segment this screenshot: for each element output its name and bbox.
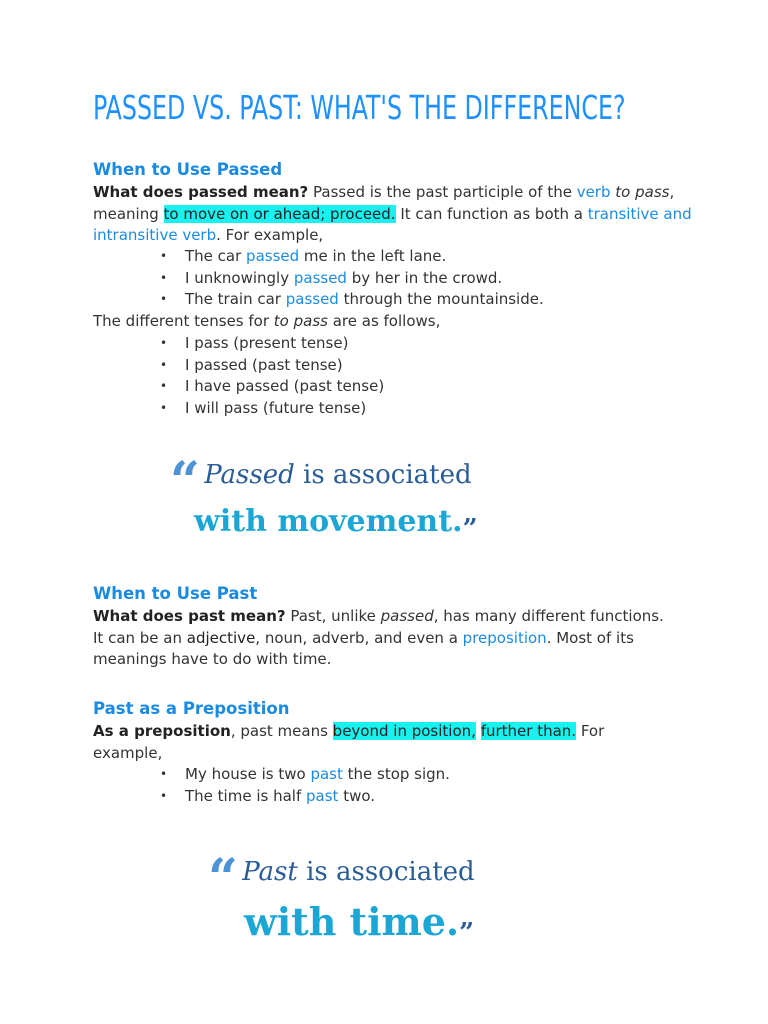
text: me in the left lane. — [299, 247, 447, 265]
quote-text: is associated — [297, 857, 475, 887]
quote-italic-word: Past — [242, 857, 298, 887]
text: Past, unlike — [285, 607, 381, 625]
text: . For example, — [216, 226, 324, 244]
text: . Most of its meanings have to do with time. — [93, 628, 634, 668]
list-item: • I will pass (future tense) — [160, 398, 384, 420]
text: , meaning — [93, 183, 675, 223]
text: , has many different functions. It can be an — [93, 607, 664, 647]
passed-question: What does passed mean? — [93, 183, 309, 201]
quote-italic-word: Passed — [204, 460, 295, 490]
list-item: • I passed (past tense) — [160, 355, 384, 377]
page-title: PASSED VS. PAST: WHAT'S THE DIFFERENCE? — [93, 88, 626, 127]
close-quote-icon: ” — [459, 918, 475, 948]
as-preposition-bold: As a preposition — [93, 722, 231, 740]
text: , noun, adverb, and even a — [255, 628, 463, 647]
text: by her in the crowd. — [346, 268, 503, 287]
transitive-intransitive-link[interactable]: transitive and intransitive verb — [93, 204, 692, 244]
highlight-further: further than. — [480, 722, 577, 740]
highlight-beyond: beyond in position, — [332, 722, 476, 740]
close-quote-icon: ” — [462, 514, 478, 544]
list-item — [160, 764, 450, 786]
text: For example, — [93, 722, 605, 762]
tenses-intro — [93, 311, 693, 333]
to-pass-italic: to pass — [273, 312, 328, 330]
list-item: • I have passed (past tense) — [160, 376, 384, 398]
preposition-examples-list — [160, 764, 450, 807]
text: I unknowingly — [185, 268, 294, 287]
open-quote-icon: “ — [208, 848, 234, 909]
passed-link[interactable]: passed — [293, 268, 347, 287]
past-link[interactable]: past — [310, 765, 343, 783]
section-heading-preposition: Past as a Preposition — [93, 699, 290, 718]
text: are as follows, — [327, 312, 441, 330]
text: The car — [185, 247, 247, 265]
past-definition-paragraph — [93, 606, 678, 671]
verb-link[interactable]: verb — [576, 183, 611, 201]
preposition-link[interactable]: preposition — [462, 628, 547, 647]
text: , past means — [230, 722, 333, 740]
tenses-list — [160, 333, 384, 419]
past-link[interactable]: past — [306, 786, 339, 805]
quote-emphasis: with movement. — [194, 504, 463, 539]
section-heading-passed: When to Use Passed — [93, 160, 283, 179]
passed-examples-list — [160, 246, 544, 311]
passed-italic: passed — [380, 607, 434, 625]
definition-highlight: to move on or ahead; proceed. — [163, 204, 396, 223]
quote-emphasis: with time. — [244, 899, 460, 944]
open-quote-icon: “ — [170, 451, 196, 512]
list-item — [160, 268, 544, 290]
passed-link[interactable]: passed — [285, 290, 339, 308]
text: through the mountainside. — [338, 290, 544, 308]
quote-past-time — [208, 848, 528, 956]
passed-definition-paragraph — [93, 182, 693, 247]
text: It can function as both a — [395, 204, 588, 223]
text: the stop sign. — [342, 765, 450, 783]
list-item — [160, 246, 544, 268]
text: My house is two — [185, 765, 311, 783]
text — [476, 722, 481, 740]
section-heading-past: When to Use Past — [93, 584, 258, 603]
text: The time is half — [185, 786, 306, 805]
text: Passed is the past participle of the — [308, 183, 577, 201]
past-question: What does past mean? — [93, 607, 286, 625]
list-item — [160, 289, 544, 311]
preposition-paragraph — [93, 721, 653, 764]
text: The train car — [185, 290, 286, 308]
quote-passed-movement — [170, 451, 530, 549]
list-item: • I pass (present tense) — [160, 333, 384, 355]
text: two. — [338, 786, 376, 805]
text: The different tenses for — [93, 312, 274, 330]
adjective-link[interactable]: adjective — [186, 628, 256, 647]
list-item — [160, 786, 450, 808]
passed-link[interactable]: passed — [246, 247, 300, 265]
quote-text: is associated — [294, 460, 472, 490]
to-pass-italic: to pass — [615, 183, 670, 201]
